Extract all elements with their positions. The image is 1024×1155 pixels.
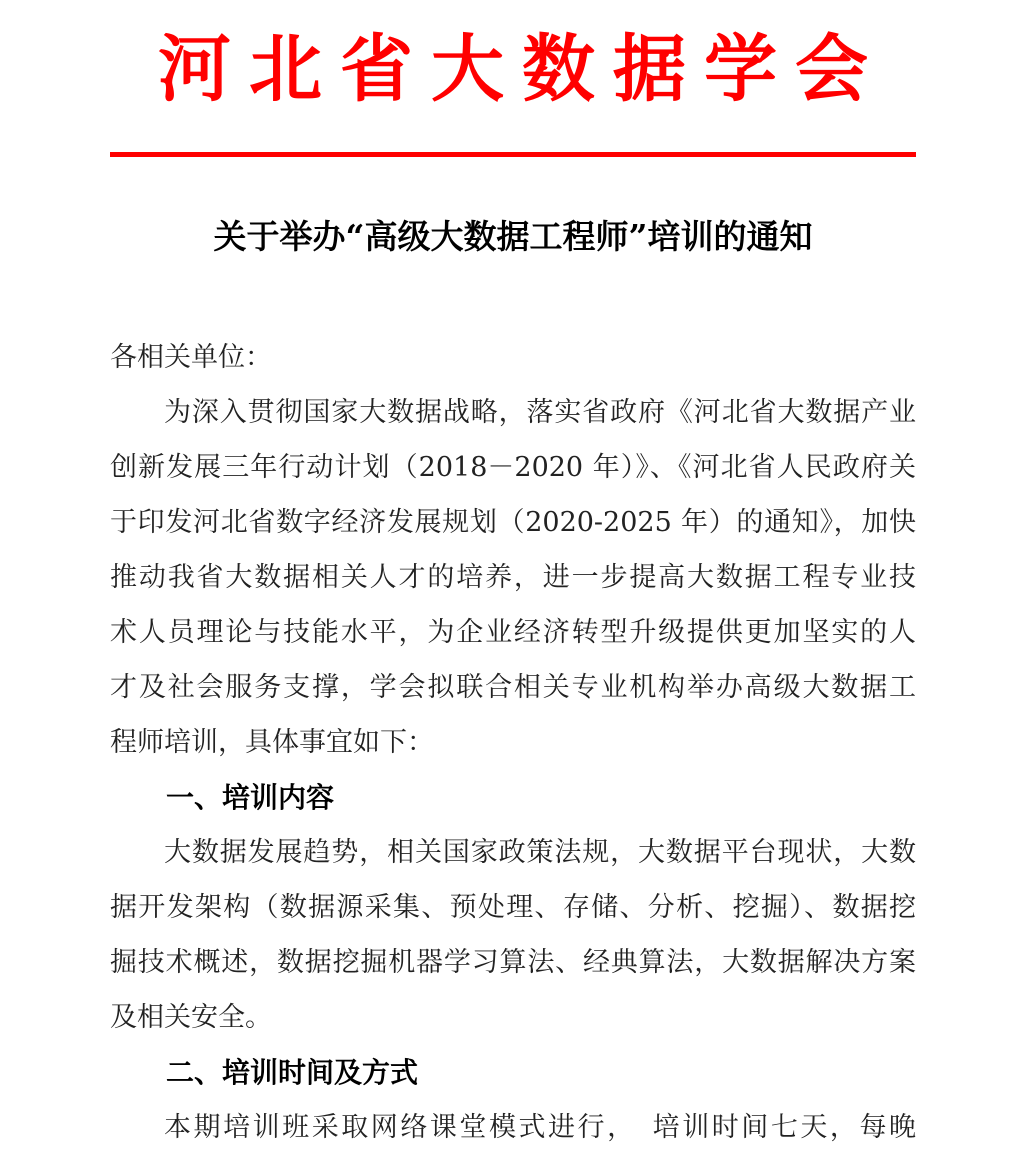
body-line: 才及社会服务支撑，学会拟联合相关专业机构举办高级大数据工 <box>110 672 916 703</box>
salutation: 各相关单位： <box>110 342 272 373</box>
body-line: 据开发架构（数据源采集、预处理、存储、分析、挖掘）、数据挖 <box>110 892 916 923</box>
notice-title: 关于举办“高级大数据工程师”培训的通知 <box>213 217 813 256</box>
notice-body <box>110 330 916 1155</box>
body-line: 及相关安全。 <box>110 1002 272 1033</box>
body-line: 程师培训，具体事宜如下： <box>110 727 434 758</box>
body-line: 于印发河北省数字经济发展规划（2020-2025 年）的通知》，加快 <box>110 507 916 538</box>
body-line: 为深入贯彻国家大数据战略，落实省政府《河北省大数据产业 <box>164 397 916 428</box>
section-heading-2: 二、培训时间及方式 <box>166 1056 419 1089</box>
body-line: 掘技术概述，数据挖掘机器学习算法、经典算法，大数据解决方案 <box>110 947 916 978</box>
body-line: 术人员理论与技能水平，为企业经济转型升级提供更加坚实的人 <box>110 617 916 648</box>
org-name: 河北省大数据学会 <box>158 26 886 112</box>
letterhead-divider <box>110 152 916 157</box>
body-line: 创新发展三年行动计划（2018－2020 年）》、《河北省人民政府关 <box>110 452 916 483</box>
body-line: 本期培训班采取网络课堂模式进行， 培训时间七天，每晚 <box>164 1112 916 1143</box>
body-line: 大数据发展趋势，相关国家政策法规，大数据平台现状，大数 <box>164 837 916 868</box>
body-line: 推动我省大数据相关人才的培养，进一步提高大数据工程专业技 <box>110 562 916 593</box>
section-heading-1: 一、培训内容 <box>166 781 335 814</box>
